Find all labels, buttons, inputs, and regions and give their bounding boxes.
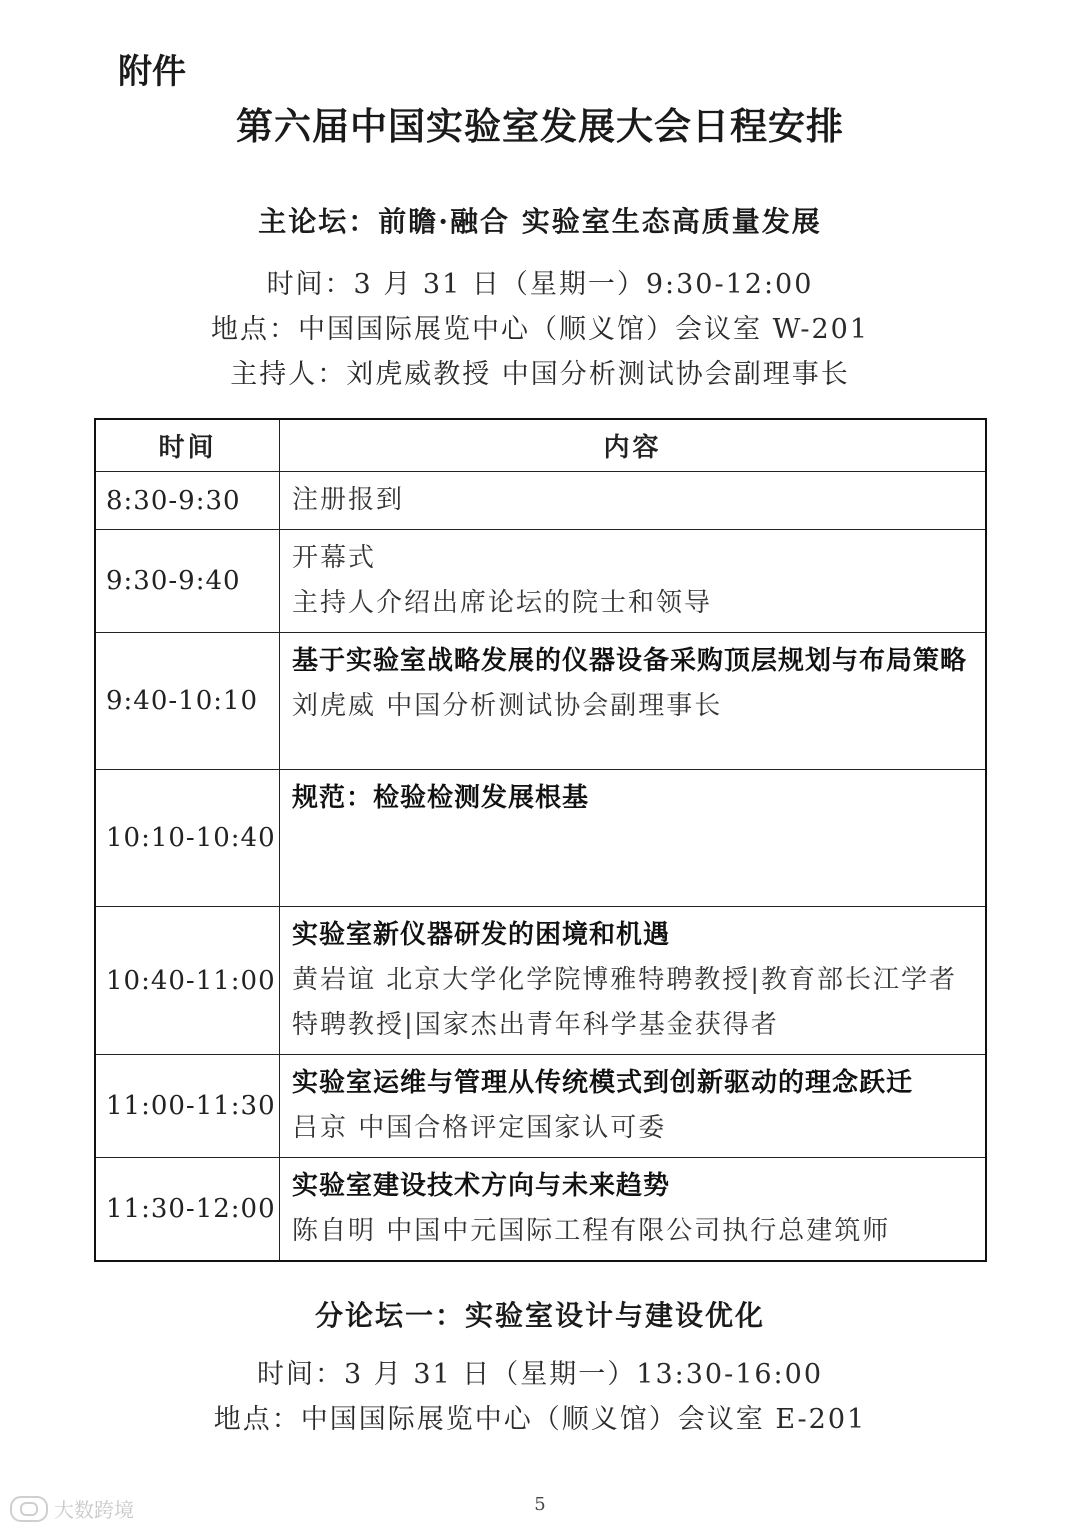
column-header-content: 内容 <box>280 419 987 472</box>
document-title: 第六届中国实验室发展大会日程安排 <box>236 105 844 148</box>
session-topic: 实验室运维与管理从传统模式到创新驱动的理念跃迁 <box>292 1068 914 1098</box>
content-line: 陈自明 中国中元国际工程有限公司执行总建筑师 <box>292 1216 891 1246</box>
row-time: 11:00-11:30 <box>95 1055 280 1158</box>
row-time: 9:30-9:40 <box>95 530 280 633</box>
content-line: 吕京 中国合格评定国家认可委 <box>292 1113 667 1143</box>
table-row <box>95 1158 986 1262</box>
row-content <box>280 907 987 1055</box>
content-line: 刘虎威 中国分析测试协会副理事长 <box>292 691 723 721</box>
table-row <box>95 770 986 907</box>
row-content <box>280 770 987 907</box>
content-line: 注册报到 <box>292 485 405 515</box>
sub-forum-title: 分论坛一：实验室设计与建设优化 <box>314 1299 765 1332</box>
main-forum-host: 主持人：刘虎威教授 中国分析测试协会副理事长 <box>230 359 850 390</box>
row-content <box>280 1055 987 1158</box>
content-line: 黄岩谊 北京大学化学院博雅特聘教授|教育部长江学者特聘教授|国家杰出青年科学基金获得者 <box>292 965 958 1040</box>
sub-forum-time: 时间：3 月 31 日（星期一）13:30-16:00 <box>256 1359 824 1390</box>
table-row <box>95 472 986 530</box>
attachment-label: 附件 <box>118 52 186 92</box>
row-content <box>280 633 987 770</box>
table-row <box>95 633 986 770</box>
schedule-body <box>95 472 986 1262</box>
table-row <box>95 1055 986 1158</box>
table-header-row <box>95 419 986 472</box>
table-row <box>95 530 986 633</box>
main-forum-title: 主论坛：前瞻·融合 实验室生态高质量发展 <box>258 205 822 238</box>
content-line: 主持人介绍出席论坛的院士和领导 <box>292 588 713 618</box>
session-topic: 实验室新仪器研发的困境和机遇 <box>292 920 671 950</box>
column-header-time: 时间 <box>95 419 280 472</box>
row-content <box>280 530 987 633</box>
session-topic: 基于实验室战略发展的仪器设备采购顶层规划与布局策略 <box>292 646 968 676</box>
table-row <box>95 907 986 1055</box>
sub-forum-location: 地点：中国国际展览中心（顺义馆）会议室 E-201 <box>213 1404 867 1435</box>
row-time: 9:40-10:10 <box>95 633 280 770</box>
row-content <box>280 472 987 530</box>
session-topic: 实验室建设技术方向与未来趋势 <box>292 1171 671 1201</box>
watermark-text: 大数跨境 <box>54 1498 134 1522</box>
page-number: 5 <box>534 1494 546 1515</box>
row-content <box>280 1158 987 1262</box>
row-time: 11:30-12:00 <box>95 1158 280 1262</box>
content-line: 开幕式 <box>292 543 377 573</box>
row-time: 8:30-9:30 <box>95 472 280 530</box>
schedule-table <box>94 418 987 1262</box>
main-forum-time: 时间：3 月 31 日（星期一）9:30-12:00 <box>266 269 814 300</box>
row-time: 10:40-11:00 <box>95 907 280 1055</box>
main-forum-location: 地点：中国国际展览中心（顺义馆）会议室 W-201 <box>210 314 870 345</box>
session-topic: 规范：检验检测发展根基 <box>292 783 590 813</box>
row-time: 10:10-10:40 <box>95 770 280 907</box>
